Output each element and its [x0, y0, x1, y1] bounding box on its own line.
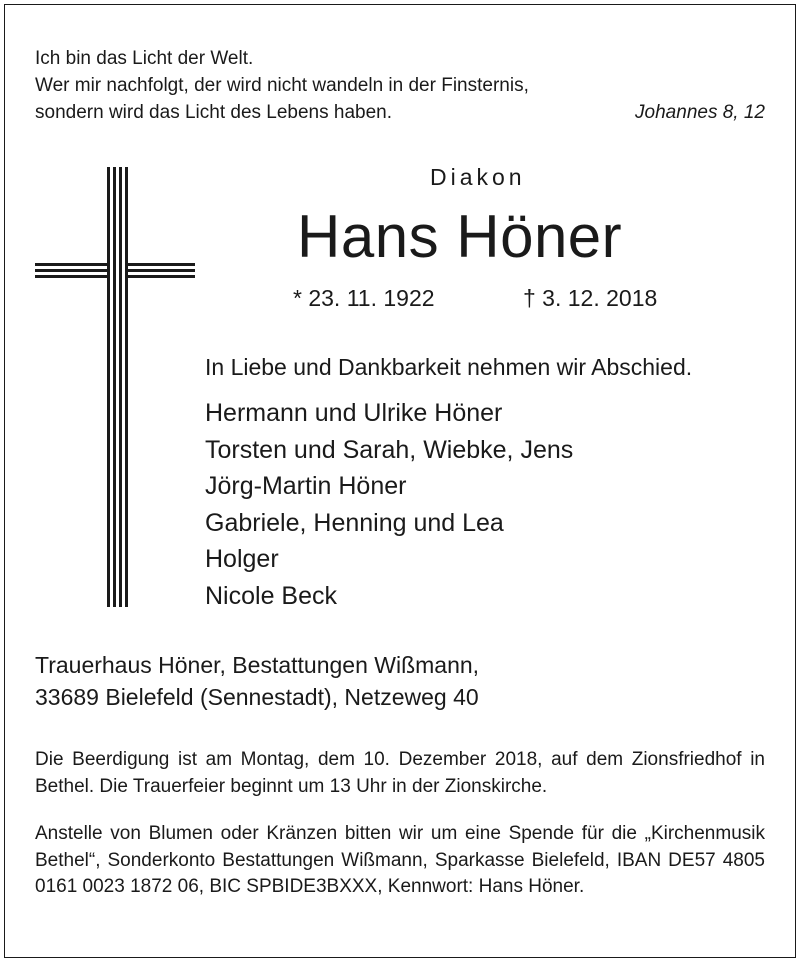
- birth-date: * 23. 11. 1922: [293, 285, 435, 311]
- funeral-notice: Die Beerdigung ist am Montag, dem 10. Dezember 2018, auf dem Zionsfriedhof in Bethel. Die Trauerfeier beginnt um 13 Uhr in der Zionskirche.: [35, 749, 765, 797]
- mourner-entry: Jörg-Martin Höner: [205, 472, 407, 500]
- verse-line: sondern wird das Licht des Lebens haben.: [35, 102, 393, 123]
- mourner-entry: Gabriele, Henning und Lea: [205, 508, 504, 537]
- address-line: 33689 Bielefeld (Sennestadt), Netzeweg 40: [35, 684, 479, 710]
- bible-verse: [35, 45, 529, 126]
- mourner-entry: Nicole Beck: [205, 581, 337, 610]
- farewell-line: In Liebe und Dankbarkeit nehmen wir Abschied.: [205, 354, 693, 380]
- verse-line: Ich bin das Licht der Welt.: [35, 48, 254, 69]
- mourner-entry: Hermann und Ulrike Höner: [205, 399, 503, 427]
- mourning-house-address: [35, 649, 479, 713]
- donation-notice: Anstelle von Blumen oder Kränzen bitten wir um eine Spende für die „Kirchenmusik Bethel“, Sonderkonto Bestattungen Wißmann, Sparkasse Bielefeld, IBAN DE57 4805 0161 0023 1872 06, BIC SPBIDE3BXXX, Kennwort: Hans Höner.: [35, 823, 765, 897]
- verse-reference: Johannes 8, 12: [635, 102, 765, 123]
- mourner-entry: Torsten und Sarah, Wiebke, Jens: [205, 435, 574, 464]
- death-date: † 3. 12. 2018: [523, 285, 658, 311]
- mourners-list: [205, 395, 573, 614]
- cross-icon: [35, 167, 195, 607]
- mourner-entry: Holger: [205, 545, 279, 573]
- verse-line: Wer mir nachfolgt, der wird nicht wandeln in der Finsternis,: [35, 75, 529, 96]
- obituary-notice: [4, 4, 796, 958]
- address-line: Trauerhaus Höner, Bestattungen Wißmann,: [35, 652, 480, 678]
- deceased-title: Diakon: [430, 164, 526, 190]
- deceased-name: Hans Höner: [297, 203, 623, 270]
